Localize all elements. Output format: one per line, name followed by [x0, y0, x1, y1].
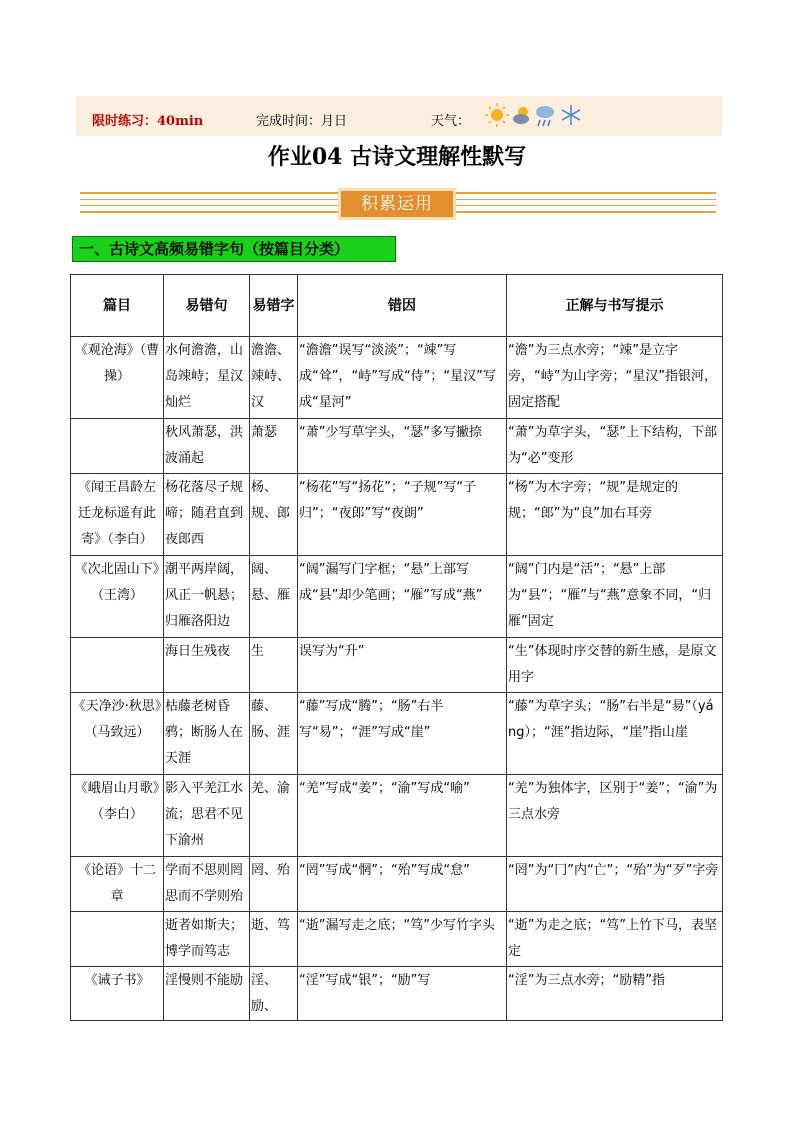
chars-cell: 淫、励、 — [250, 967, 298, 1021]
table-row — [71, 967, 723, 1021]
table-row — [71, 638, 723, 693]
error-prone-characters-table — [70, 274, 723, 1021]
table-row — [71, 775, 723, 857]
poem-title-cell — [71, 912, 164, 967]
chars-cell: 藤、肠、涯 — [250, 693, 298, 775]
table-row — [71, 337, 723, 419]
answer-cell: “萧”为草字头，“瑟”上下结构，下部为“必”变形 — [507, 419, 723, 474]
reason-cell: “萧”少写草字头，“瑟”多写撇捺 — [298, 419, 507, 474]
answer-cell: “澹”为三点水旁；“竦”是立字旁，“峙”为山字旁；“星汉”指银河，固定搭配 — [507, 337, 723, 419]
sentence-cell: 杨花落尽子规啼；随君直到夜郎西 — [164, 474, 250, 556]
header-sentence: 易错句 — [164, 275, 250, 337]
chars-cell: 萧瑟 — [250, 419, 298, 474]
chars-cell: 羌、渝 — [250, 775, 298, 857]
table-header-row — [71, 275, 723, 337]
chars-cell: 生 — [250, 638, 298, 693]
sentence-cell: 海日生残夜 — [164, 638, 250, 693]
section-banner: 积累运用 — [338, 188, 456, 220]
chars-cell: 逝、笃 — [250, 912, 298, 967]
table-row — [71, 857, 723, 912]
reason-cell: “淫”写成“银”；“励”写 — [298, 967, 507, 1021]
sentence-cell: 秋风萧瑟，洪波涌起 — [164, 419, 250, 474]
page-title: 作业04 古诗文理解性默写 — [267, 144, 527, 170]
table-row — [71, 693, 723, 775]
answer-cell: “罔”为“冂”内“亡”；“殆”为“歹”字旁 — [507, 857, 723, 912]
sentence-cell: 枯藤老树昏鸦；断肠人在天涯 — [164, 693, 250, 775]
answer-cell: “藤”为草字头；“肠”右半是“昜”（yáng）；“涯”指边际，“崖”指山崖 — [507, 693, 723, 775]
answer-cell: “杨”为木字旁；“规”是规定的规；“郎”为“良”加右耳旁 — [507, 474, 723, 556]
poem-title-cell: 《论语》十二章 — [71, 857, 164, 912]
chars-cell: 罔、殆 — [250, 857, 298, 912]
reason-cell: “杨花”写“扬花”；“子规”写“子归”；“夜郎”写“夜朗” — [298, 474, 507, 556]
answer-cell: “淫”为三点水旁；“励精”指 — [507, 967, 723, 1021]
answer-cell: “生”体现时序交替的新生感，是原文用字 — [507, 638, 723, 693]
sentence-cell: 逝者如斯夫；博学而笃志 — [164, 912, 250, 967]
sentence-cell: 潮平两岸阔，风正一帆悬；归雁洛阳边 — [164, 556, 250, 638]
sentence-cell: 学而不思则罔思而不学则殆 — [164, 857, 250, 912]
section-heading: 一、古诗文高频易错字句（按篇目分类） — [72, 236, 396, 262]
header-title: 篇目 — [71, 275, 164, 337]
chars-cell: 阔、悬、雁 — [250, 556, 298, 638]
reason-cell: “澹澹”误写“淡淡”；“竦”写成“耸”，“峙”写成“侍”；“星汉”写成“星河” — [298, 337, 507, 419]
completion-time-label: 完成时间：月日 — [256, 114, 348, 129]
reason-cell: “逝”漏写走之底；“笃”少写竹字头 — [298, 912, 507, 967]
reason-cell: “羌”写成“姜”；“渝”写成“喻” — [298, 775, 507, 857]
reason-cell: 误写为“升” — [298, 638, 507, 693]
rain-icon — [536, 106, 554, 126]
answer-cell: “阔”门内是“活”；“悬”上部为“县”；“雁”与“燕”意象不同，“归雁”固定 — [507, 556, 723, 638]
sentence-cell: 影入平羌江水流；思君不见下渝州 — [164, 775, 250, 857]
partly-cloudy-icon — [513, 107, 529, 124]
weather-label: 天气： — [431, 114, 471, 129]
weather-icons — [485, 100, 585, 130]
reason-cell: “藤”写成“腾”；“肠”右半写“易”；“涯”写成“崖” — [298, 693, 507, 775]
answer-cell: “羌”为独体字，区别于“姜”；“渝”为三点水旁 — [507, 775, 723, 857]
table-row — [71, 556, 723, 638]
poem-title-cell: 《次北固山下》（王湾） — [71, 556, 164, 638]
table-row — [71, 419, 723, 474]
poem-title-cell: 《闻王昌龄左迁龙标遥有此寄》（李白） — [71, 474, 164, 556]
sentence-cell: 淫慢则不能励 — [164, 967, 250, 1021]
poem-title-cell: 《峨眉山月歌》（李白） — [71, 775, 164, 857]
poem-title-cell — [71, 419, 164, 474]
time-limit-label: 限时练习：40min — [92, 114, 204, 129]
snow-icon — [562, 105, 580, 125]
sun-icon — [485, 103, 509, 127]
answer-cell: “逝”为走之底；“笃”上竹下马，表坚定 — [507, 912, 723, 967]
poem-title-cell — [71, 638, 164, 693]
table-row — [71, 912, 723, 967]
chars-cell: 杨、规、郎 — [250, 474, 298, 556]
reason-cell: “罔”写成“惘”；“殆”写成“怠” — [298, 857, 507, 912]
poem-title-cell: 《天净沙·秋思》（马致远） — [71, 693, 164, 775]
sentence-cell: 水何澹澹，山岛竦峙；星汉灿烂 — [164, 337, 250, 419]
header-chars: 易错字 — [250, 275, 298, 337]
poem-title-cell: 《诫子书》 — [71, 967, 164, 1021]
header-answer: 正解与书写提示 — [507, 275, 723, 337]
reason-cell: “阔”漏写门字框；“悬”上部写成“县”却少笔画；“雁”写成“燕” — [298, 556, 507, 638]
header-reason: 错因 — [298, 275, 507, 337]
table-row — [71, 474, 723, 556]
practice-info-bar — [76, 96, 722, 136]
poem-title-cell: 《观沧海》（曹操） — [71, 337, 164, 419]
chars-cell: 澹澹、竦峙、汉 — [250, 337, 298, 419]
